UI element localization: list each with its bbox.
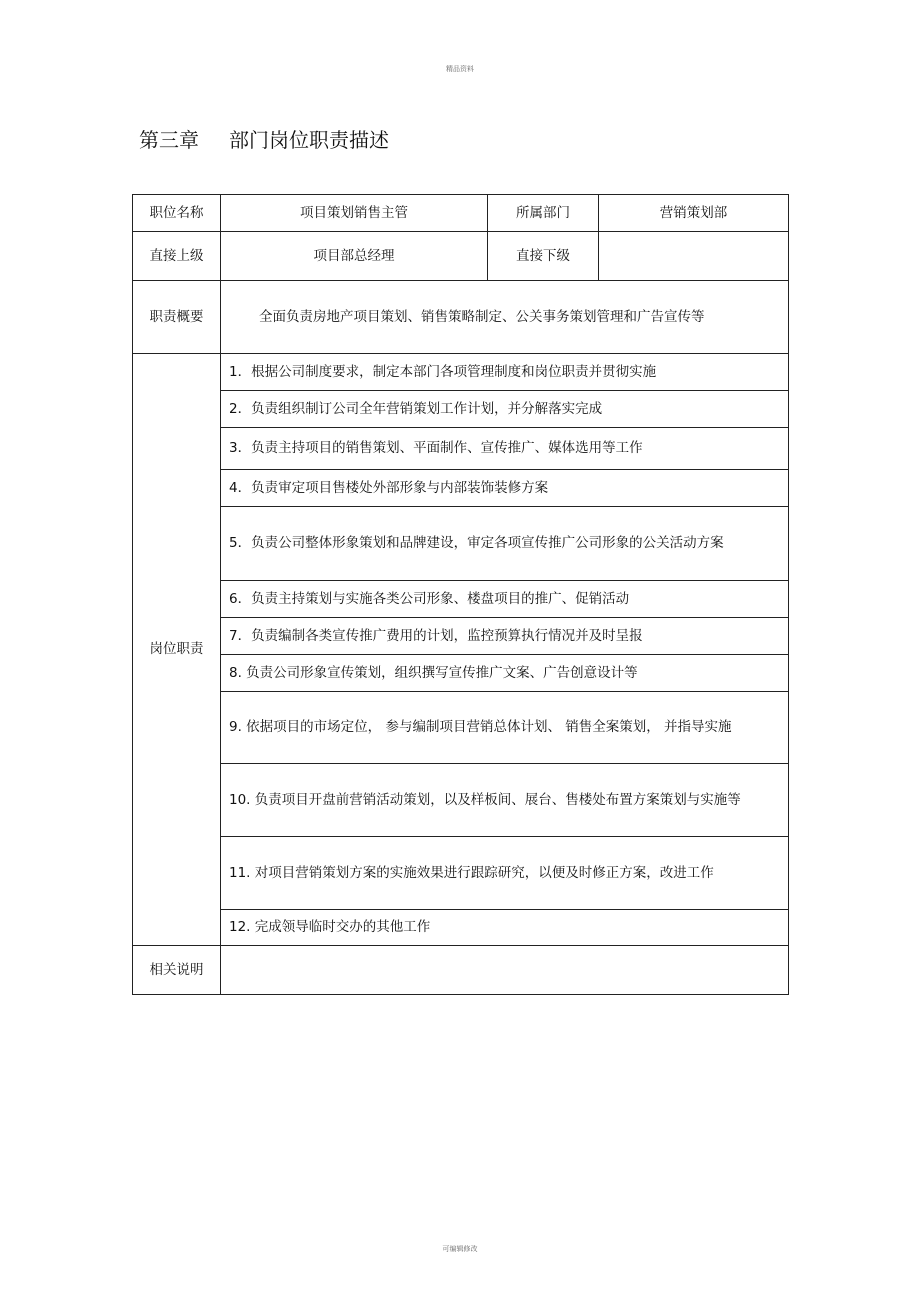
notes-value	[221, 946, 789, 995]
table-row-duty	[133, 655, 789, 692]
table-row-position	[133, 195, 789, 232]
duty-item: 2．负责组织制订公司全年营销策划工作计划，并分解落实完成	[221, 391, 789, 428]
table-row-duty	[133, 470, 789, 507]
duty-item: 10. 负责项目开盘前营销活动策划，以及样板间、展台、售楼处布置方案策划与实施等	[221, 764, 789, 837]
superior-value: 项目部总经理	[221, 232, 488, 281]
duty-item: 6．负责主持策划与实施各类公司形象、楼盘项目的推广、促销活动	[221, 581, 789, 618]
page-footer: 可编辑修改	[442, 1245, 478, 1253]
subordinate-label: 直接下级	[488, 232, 599, 281]
table-row-notes	[133, 946, 789, 995]
duty-item: 1．根据公司制度要求，制定本部门各项管理制度和岗位职责并贯彻实施	[221, 354, 789, 391]
duty-item: 11. 对项目营销策划方案的实施效果进行跟踪研究，以便及时修正方案，改进工作	[221, 837, 789, 910]
job-description-table	[132, 194, 789, 995]
table-row-summary	[133, 281, 789, 354]
duty-item: 4．负责审定项目售楼处外部形象与内部装饰装修方案	[221, 470, 789, 507]
notes-label: 相关说明	[133, 946, 221, 995]
table-row-duty	[133, 837, 789, 910]
table-row-duty	[133, 391, 789, 428]
duty-item: 3．负责主持项目的销售策划、平面制作、宣传推广、媒体选用等工作	[221, 428, 789, 470]
superior-label: 直接上级	[133, 232, 221, 281]
table-row-duty	[133, 581, 789, 618]
table-row-duty	[133, 910, 789, 946]
position-value: 项目策划销售主管	[221, 195, 488, 232]
chapter-number: 第三章	[139, 128, 199, 152]
table-row-duty	[133, 764, 789, 837]
duty-item: 12. 完成领导临时交办的其他工作	[221, 910, 789, 946]
table-row-duty	[133, 507, 789, 581]
duty-item: 7．负责编制各类宣传推广费用的计划，监控预算执行情况并及时呈报	[221, 618, 789, 655]
table-row-duty	[133, 428, 789, 470]
duty-item: 9. 依据项目的市场定位， 参与编制项目营销总体计划、 销售全案策划， 并指导实施	[221, 692, 789, 764]
chapter-name: 部门岗位职责描述	[229, 128, 389, 152]
table-row-duty	[133, 354, 789, 391]
page-header: 精品资料	[446, 65, 474, 73]
department-value: 营销策划部	[599, 195, 789, 232]
summary-value	[221, 281, 789, 354]
subordinate-value	[599, 232, 789, 281]
duties-label: 岗位职责	[133, 354, 221, 946]
table-row-duty	[133, 618, 789, 655]
department-label: 所属部门	[488, 195, 599, 232]
summary-text: 全面负责房地产项目策划、销售策略制定、公关事务策划管理和广告宣传等	[259, 308, 705, 325]
chapter-title	[139, 124, 389, 153]
duty-item: 5．负责公司整体形象策划和品牌建设，审定各项宣传推广公司形象的公关活动方案	[221, 507, 789, 581]
table-row-duty	[133, 692, 789, 764]
position-label: 职位名称	[133, 195, 221, 232]
table-row-superior	[133, 232, 789, 281]
duty-item: 8. 负责公司形象宣传策划，组织撰写宣传推广文案、广告创意设计等	[221, 655, 789, 692]
summary-label: 职责概要	[133, 281, 221, 354]
